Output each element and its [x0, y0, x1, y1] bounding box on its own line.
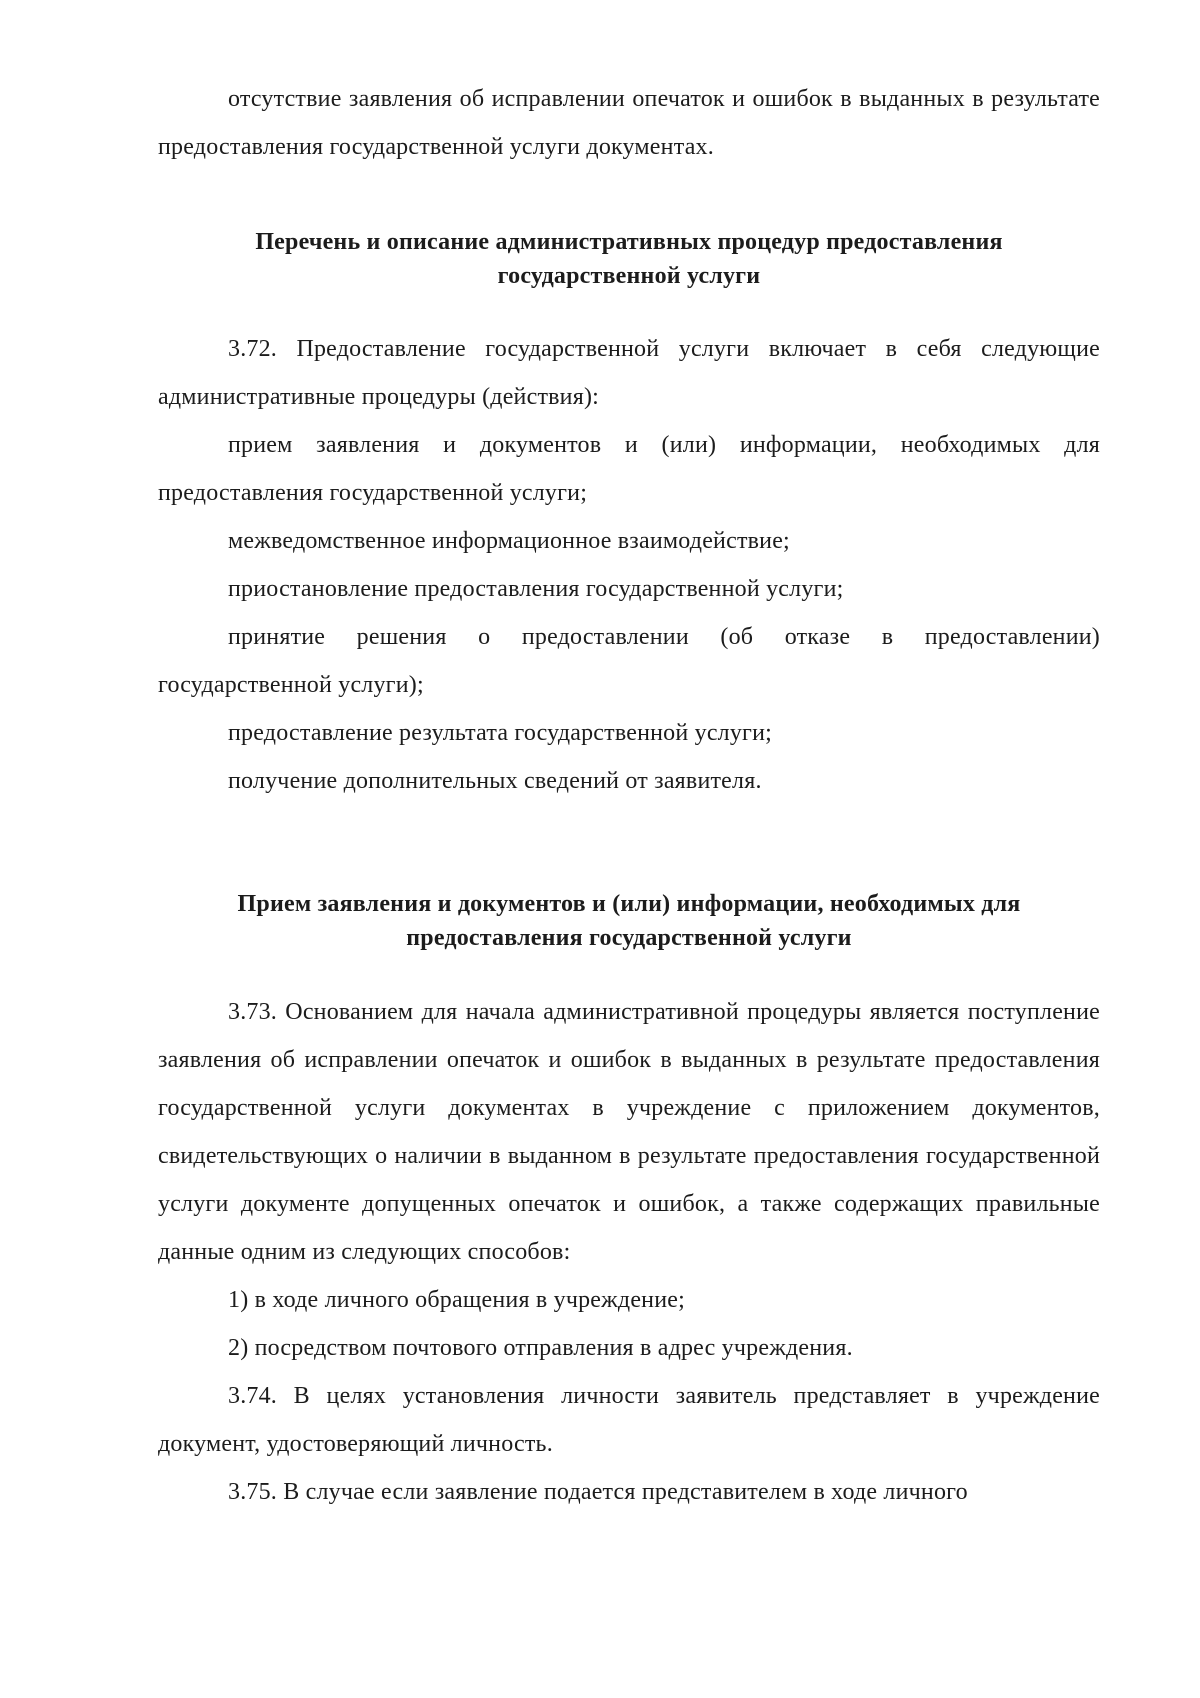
intro-paragraph: отсутствие заявления об исправлении опечаток и ошибок в выданных в результате предоставления государственной услуги документах. — [158, 86, 1100, 160]
heading-line: Прием заявления и документов и (или) информации, необходимых для — [237, 891, 1021, 917]
paragraph: 3.75. В случае если заявление подается представителем в ходе личного — [228, 1479, 968, 1505]
reception-section — [158, 988, 1100, 1516]
section-heading-procedures — [158, 225, 1100, 293]
list-item: 1) в ходе личного обращения в учреждение; — [228, 1287, 685, 1313]
procedures-list — [158, 325, 1100, 805]
paragraph: 3.74. В целях установления личности заявитель представляет в учреждение документ, удостоверяющий личность. — [158, 1383, 1100, 1457]
list-item: принятие решения о предоставлении (об отказе в предоставлении) государственной услуги); — [158, 624, 1100, 698]
heading-line: Перечень и описание административных процедур предоставления — [255, 229, 1003, 255]
list-item: межведомственное информационное взаимодействие; — [228, 528, 790, 554]
heading-line: государственной услуги — [497, 263, 761, 289]
list-item: 2) посредством почтового отправления в адрес учреждения. — [228, 1335, 853, 1361]
heading-line: предоставления государственной услуги — [406, 925, 852, 951]
paragraph: 3.73. Основанием для начала административной процедуры является поступление заявления об исправлении опечаток и ошибок в выданных в результате предоставления государственной услуги документах в учреждение с приложением документов, свидетельствующих о наличии в выданном в результате предоставления государственной услуги документе допущенных опечаток и ошибок, а также содержащих правильные данные одним из следующих способов: — [158, 999, 1100, 1265]
section-heading-reception — [158, 887, 1100, 955]
list-item: получение дополнительных сведений от заявителя. — [228, 768, 762, 794]
paragraph: 3.72. Предоставление государственной услуги включает в себя следующие административные процедуры (действия): — [158, 336, 1100, 410]
list-item: предоставление результата государственной услуги; — [228, 720, 773, 746]
list-item: прием заявления и документов и (или) информации, необходимых для предоставления государственной услуги; — [158, 432, 1100, 506]
list-item: приостановление предоставления государственной услуги; — [228, 576, 844, 602]
intro-block — [158, 75, 1100, 171]
